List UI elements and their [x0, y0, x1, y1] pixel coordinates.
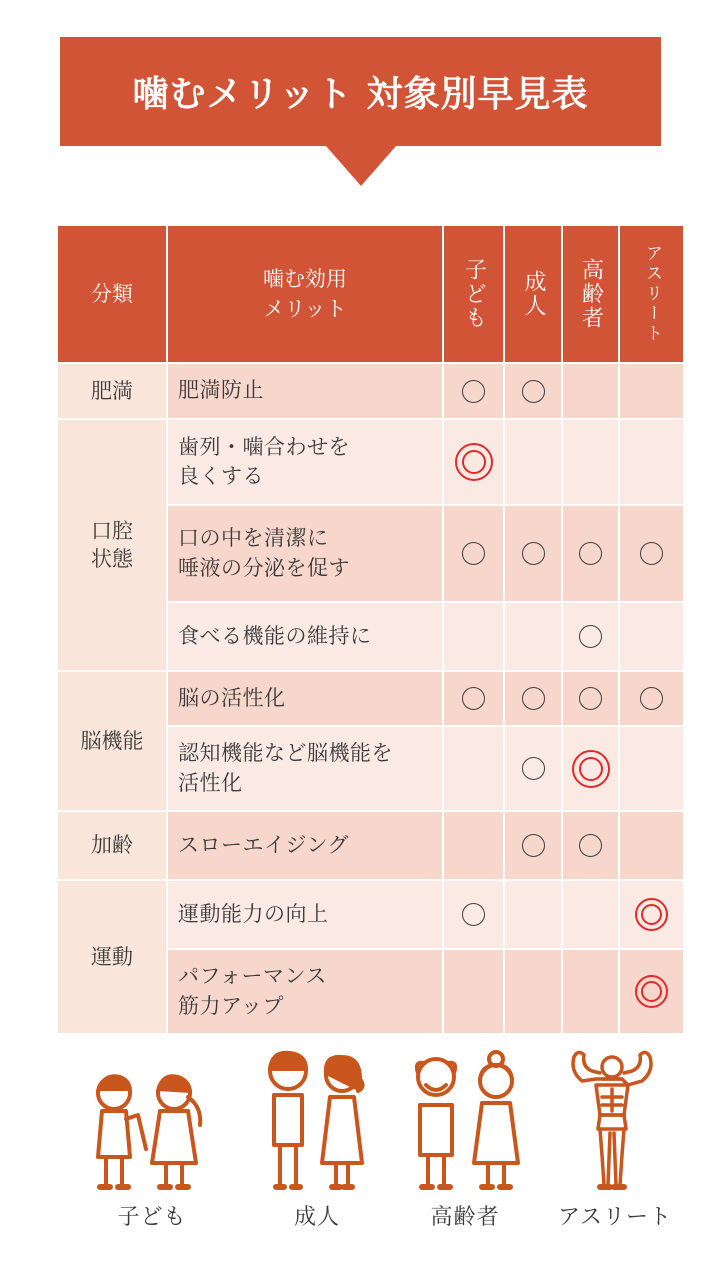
benefit-text: パフォーマンス 筋力アップ	[178, 964, 327, 1018]
mark-cell	[620, 420, 683, 504]
header-athlete-label: アスリート	[642, 244, 662, 344]
mark-cell	[620, 812, 683, 879]
figure-label-adult: 成人	[293, 1205, 340, 1230]
mark-cell	[563, 950, 618, 1033]
mark-cell	[444, 364, 503, 418]
page-title: 噛むメリット 対象別早見表	[132, 74, 589, 115]
double-circle-mark	[455, 443, 493, 481]
header-adult-label: 成人	[521, 270, 546, 318]
header-elderly-label: 高齢者	[578, 258, 604, 330]
benefit-text: 口の中を清潔に 唾液の分泌を促す	[178, 526, 350, 580]
header-elderly	[563, 226, 618, 362]
mark-cell	[620, 672, 683, 725]
adults-icon	[262, 1045, 372, 1195]
benefit-cell	[168, 420, 442, 504]
category-brain	[58, 672, 166, 810]
category-label: 脳機能	[80, 728, 144, 753]
mark-cell	[444, 506, 503, 601]
circle-mark	[462, 903, 485, 926]
header-benefit	[168, 226, 442, 362]
category-label: 加齢	[91, 833, 133, 858]
mark-cell	[620, 881, 683, 948]
header-adult	[505, 226, 561, 362]
banner-pointer	[326, 146, 396, 186]
circle-mark	[462, 687, 485, 710]
benefit-cell	[168, 603, 442, 670]
mark-cell	[620, 506, 683, 601]
figure-label-athlete: アスリート	[557, 1205, 673, 1230]
double-circle-mark	[635, 898, 668, 931]
mark-cell	[505, 506, 561, 601]
benefit-text: 食べる機能の維持に	[178, 623, 372, 648]
mark-cell	[444, 420, 503, 504]
mark-cell	[620, 950, 683, 1033]
benefit-text: 肥満防止	[178, 378, 264, 403]
mark-cell	[505, 364, 561, 418]
header-child-label: 子ども	[461, 258, 487, 330]
circle-mark	[522, 757, 545, 780]
mark-cell	[444, 812, 503, 879]
benefit-text: 歯列・噛合わせを 良くする	[178, 434, 350, 488]
circle-mark	[579, 625, 602, 648]
category-label: 肥満	[91, 378, 133, 403]
mark-cell	[444, 672, 503, 725]
header-category-label: 分類	[91, 281, 133, 306]
mark-cell	[444, 603, 503, 670]
mark-cell	[505, 420, 561, 504]
header-benefit-label: 噛む効用 メリット	[263, 266, 347, 321]
header-child	[444, 226, 503, 362]
figure-label-elderly: 高齢者	[430, 1205, 500, 1230]
mark-cell	[563, 727, 618, 810]
category-obesity	[58, 364, 166, 418]
mark-cell	[505, 603, 561, 670]
mark-cell	[563, 603, 618, 670]
benefit-text: 認知機能など脳機能を 活性化	[178, 741, 393, 795]
mark-cell	[563, 672, 618, 725]
comparison-table	[58, 226, 673, 1018]
benefit-cell	[168, 881, 442, 948]
circle-mark	[522, 380, 545, 403]
header-athlete	[620, 226, 683, 362]
benefit-cell	[168, 950, 442, 1033]
benefit-text: スローエイジング	[178, 832, 350, 857]
benefit-text: 運動能力の向上	[178, 901, 329, 926]
mark-cell	[620, 727, 683, 810]
elderly-icon	[408, 1045, 528, 1195]
mark-cell	[444, 950, 503, 1033]
benefit-cell	[168, 672, 442, 725]
double-circle-mark	[635, 975, 668, 1008]
mark-cell	[563, 364, 618, 418]
mark-cell	[563, 812, 618, 879]
mark-cell	[505, 881, 561, 948]
category-oral	[58, 420, 166, 670]
mark-cell	[505, 950, 561, 1033]
figure-label-child: 子ども	[117, 1205, 187, 1230]
circle-mark	[522, 542, 545, 565]
circle-mark	[462, 542, 485, 565]
circle-mark	[640, 542, 663, 565]
benefit-cell	[168, 727, 442, 810]
circle-mark	[462, 380, 485, 403]
benefit-cell	[168, 506, 442, 601]
mark-cell	[505, 672, 561, 725]
children-icon	[92, 1045, 212, 1195]
benefit-cell	[168, 364, 442, 418]
category-label: 口腔 状態	[91, 518, 133, 571]
circle-mark	[579, 542, 602, 565]
mark-cell	[620, 364, 683, 418]
title-banner	[60, 37, 661, 146]
circle-mark	[522, 834, 545, 857]
circle-mark	[640, 687, 663, 710]
mark-cell	[444, 881, 503, 948]
category-label: 運動	[91, 944, 133, 969]
mark-cell	[563, 420, 618, 504]
double-circle-mark	[572, 750, 610, 788]
circle-mark	[579, 687, 602, 710]
circle-mark	[579, 834, 602, 857]
athlete-icon	[562, 1045, 662, 1195]
mark-cell	[505, 727, 561, 810]
mark-cell	[505, 812, 561, 879]
mark-cell	[563, 506, 618, 601]
header-category	[58, 226, 166, 362]
category-exercise	[58, 881, 166, 1033]
benefit-cell	[168, 812, 442, 879]
circle-mark	[522, 687, 545, 710]
mark-cell	[444, 727, 503, 810]
mark-cell	[563, 881, 618, 948]
mark-cell	[620, 603, 683, 670]
benefit-text: 脳の活性化	[178, 685, 286, 710]
category-aging	[58, 812, 166, 879]
